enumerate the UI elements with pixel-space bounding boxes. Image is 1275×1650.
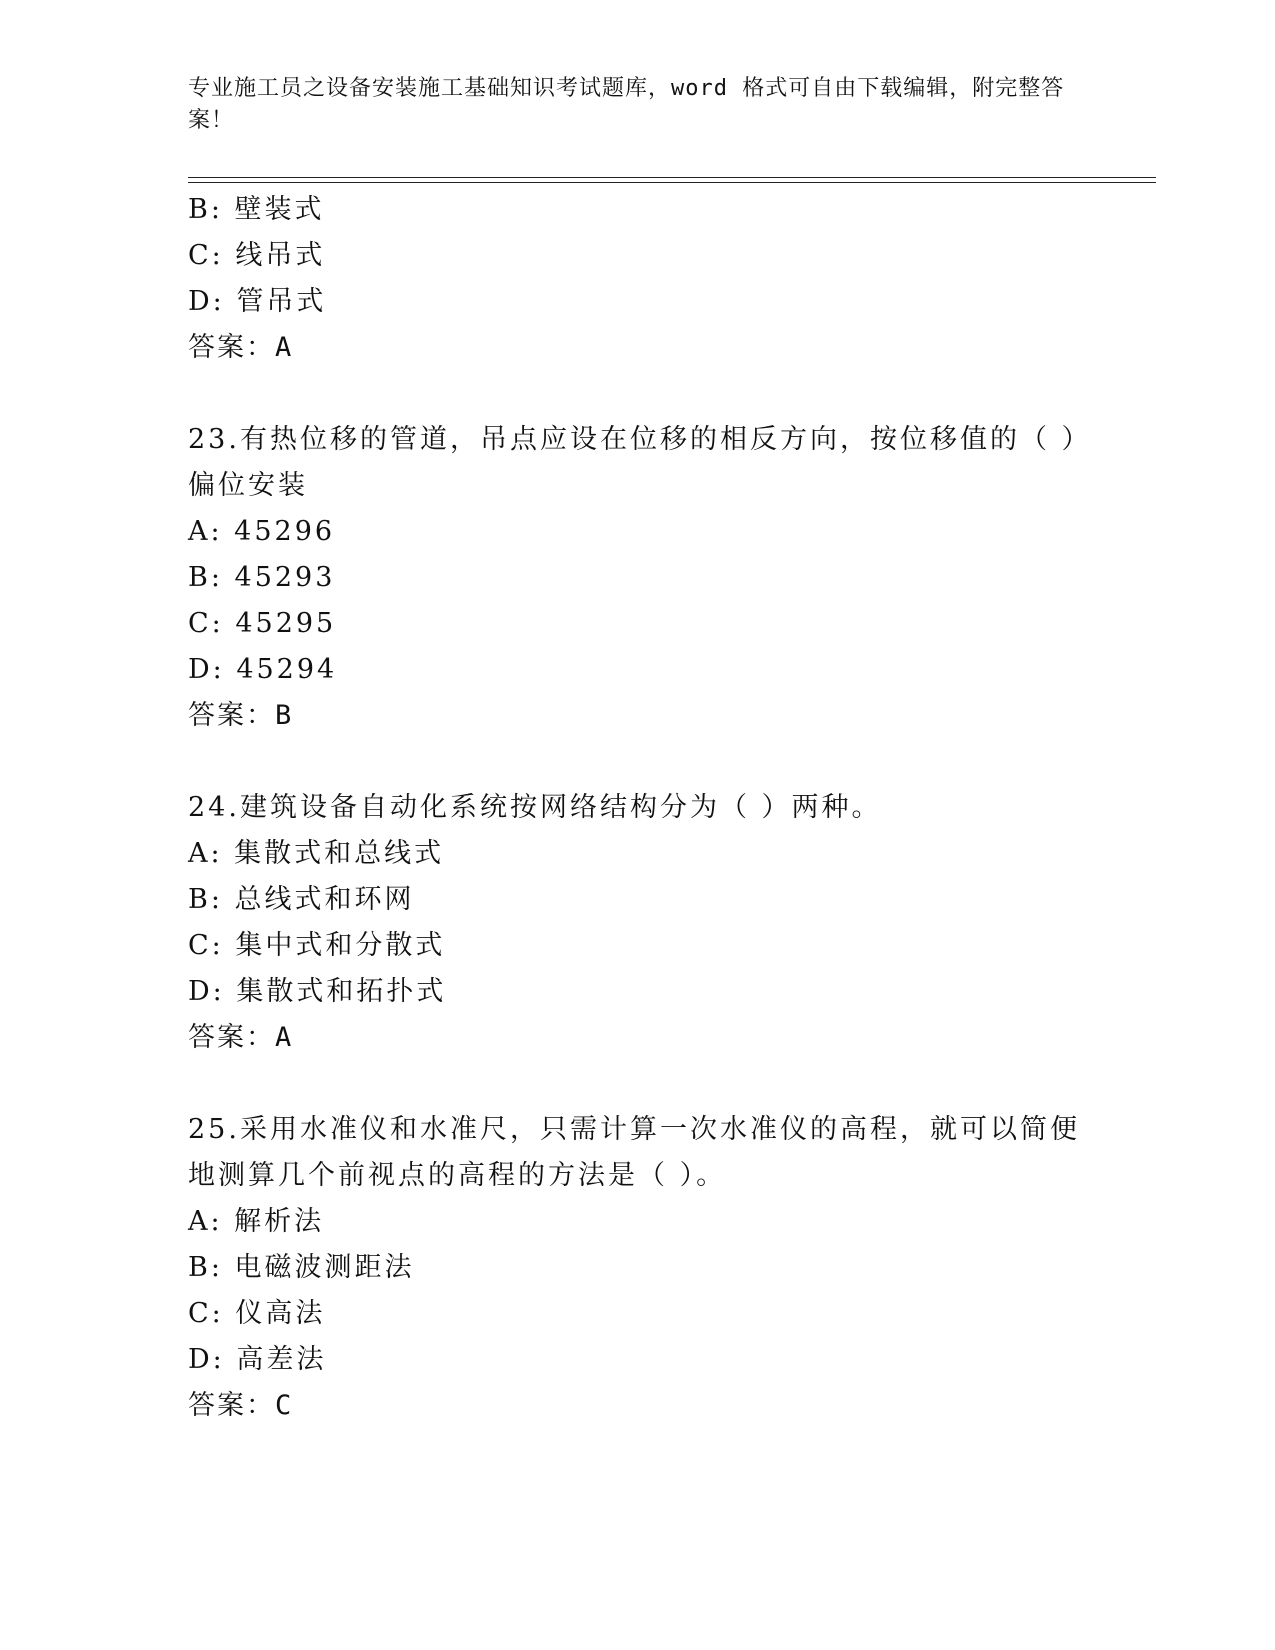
answer-line: 答案：A xyxy=(188,332,294,363)
option-a: A: 45296 xyxy=(188,516,336,547)
option-d: D: 45294 xyxy=(188,654,338,685)
question-23 xyxy=(188,417,1156,739)
option-d: D: 管吊式 xyxy=(188,286,327,317)
option-b: B: 45293 xyxy=(188,562,336,593)
question-list xyxy=(188,187,1156,1429)
question-24 xyxy=(188,785,1156,1061)
option-c: C: 45295 xyxy=(188,608,337,639)
question-text: 23.有热位移的管道，吊点应设在位移的相反方向，按位移值的（ ）偏位安装 xyxy=(188,424,1079,501)
answer-line: 答案：A xyxy=(188,1022,294,1053)
option-b: B: 壁装式 xyxy=(188,194,325,225)
question-text: 25.采用水准仪和水准尺，只需计算一次水准仪的高程，就可以简便地测算几个前视点的高程的方法是（ ）。 xyxy=(188,1114,1080,1191)
question-text: 24.建筑设备自动化系统按网络结构分为（ ）两种。 xyxy=(188,792,882,823)
option-b: B: 电磁波测距法 xyxy=(188,1252,415,1283)
answer-line: 答案：C xyxy=(188,1390,294,1421)
option-b: B: 总线式和环网 xyxy=(188,884,415,915)
answer-line: 答案：B xyxy=(188,700,294,731)
document-header-title: 专业施工员之设备安装施工基础知识考试题库，word 格式可自由下载编辑，附完整答案！ xyxy=(188,76,1065,133)
question-25 xyxy=(188,1107,1156,1429)
option-c: C: 线吊式 xyxy=(188,240,326,271)
option-a: A: 解析法 xyxy=(188,1206,325,1237)
header-divider-top xyxy=(188,177,1156,178)
question-22-continuation xyxy=(188,187,1156,371)
header-divider-bottom xyxy=(188,182,1156,183)
option-d: D: 集散式和拓扑式 xyxy=(188,976,447,1007)
option-d: D: 高差法 xyxy=(188,1344,327,1375)
option-c: C: 集中式和分散式 xyxy=(188,930,446,961)
option-a: A: 集散式和总线式 xyxy=(188,838,445,869)
option-c: C: 仪高法 xyxy=(188,1298,326,1329)
